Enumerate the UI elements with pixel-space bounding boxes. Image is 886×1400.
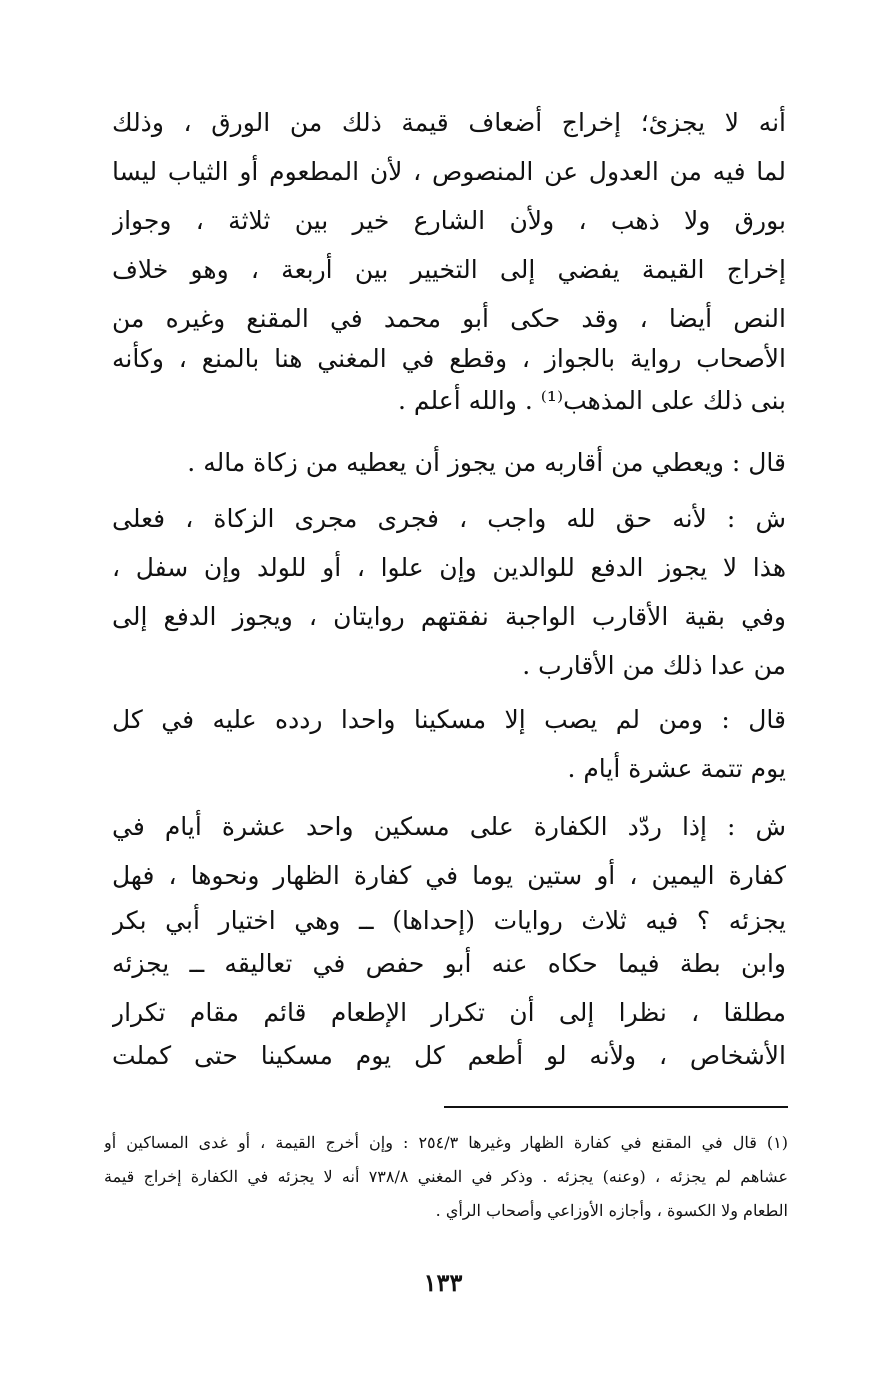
commentary-2-line-4: وابن بطة فيما حكاه عنه أبو حفص في تعاليقه ــ يجزئه (112, 949, 786, 978)
body-line-2: لما فيه من العدول عن المنصوص ، لأن المطعوم أو الثياب ليسا (112, 157, 786, 186)
commentary-2-line-2: كفارة اليمين ، أو ستين يوما في كفارة الظهار ونحوها ، فهل (112, 861, 786, 890)
page-number: ١٣٣ (423, 1268, 463, 1297)
commentary-2-line-5: مطلقا ، نظرا إلى أن تكرار الإطعام قائم مقام تكرار (112, 998, 786, 1027)
commentary-1-line-1: ش : لأنه حق لله واجب ، فجرى مجرى الزكاة ، فعلى (112, 504, 786, 533)
body-line-5: النص أيضا ، وقد حكى أبو محمد في المقنع وغيره من (112, 304, 786, 333)
body-line-1: أنه لا يجزئ؛ إخراج أضعاف قيمة ذلك من الورق ، وذلك (112, 108, 786, 137)
commentary-2-line-3: يجزئه ؟ فيه ثلاث روايات (إحداها) ــ وهي اختيار أبي بكر (112, 906, 786, 935)
commentary-2-line-1: ش : إذا ردّد الكفارة على مسكين واحد عشرة أيام في (112, 812, 786, 841)
commentary-1-line-3: وفي بقية الأقارب الواجبة نفقتهم روايتان ، ويجوز الدفع إلى (112, 602, 786, 631)
footnote-separator (444, 1106, 788, 1108)
body-line-3: بورق ولا ذهب ، ولأن الشارع خير بين ثلاثة ، وجواز (112, 206, 786, 235)
body-line-6: الأصحاب رواية بالجواز ، وقطع في المغني هنا بالمنع ، وكأنه (112, 344, 786, 373)
body-line-4: إخراج القيمة يفضي إلى التخيير بين أربعة ، وهو خلاف (112, 255, 786, 284)
commentary-1-line-2: هذا لا يجوز الدفع للوالدين وإن علوا ، أو للولد وإن سفل ، (112, 553, 786, 582)
commentary-2-line-6: الأشخاص ، ولأنه لو أطعم كل يوم مسكينا حتى كملت (112, 1041, 786, 1070)
footnote-line-3: الطعام ولا الكسوة ، وأجازه الأوزاعي وأصحاب الرأي . (435, 1201, 788, 1220)
quote-2-line-2: يوم تتمة عشرة أيام . (567, 754, 786, 783)
commentary-1-line-4: من عدا ذلك من الأقارب . (522, 651, 786, 680)
footnote-line-1: (١) قال في المقنع في كفارة الظهار وغيرها ٢٥٤/٣ : وإن أخرج القيمة ، أو غدى المساكين أو (104, 1133, 788, 1152)
body-line-7: بنى ذلك على المذهب⁽¹⁾ . والله أعلم . (398, 386, 786, 415)
footnote-line-2: عشاهم لم يجزئه ، (وعنه) يجزئه . وذكر في المغني ٧٣٨/٨ أنه لا يجزئه في الكفارة إخراج قيمة (104, 1167, 788, 1186)
quote-1-line-1: قال : ويعطي من أقاربه من يجوز أن يعطيه من زكاة ماله . (187, 448, 786, 477)
quote-2-line-1: قال : ومن لم يصب إلا مسكينا واحدا ردده عليه في كل (112, 705, 786, 734)
